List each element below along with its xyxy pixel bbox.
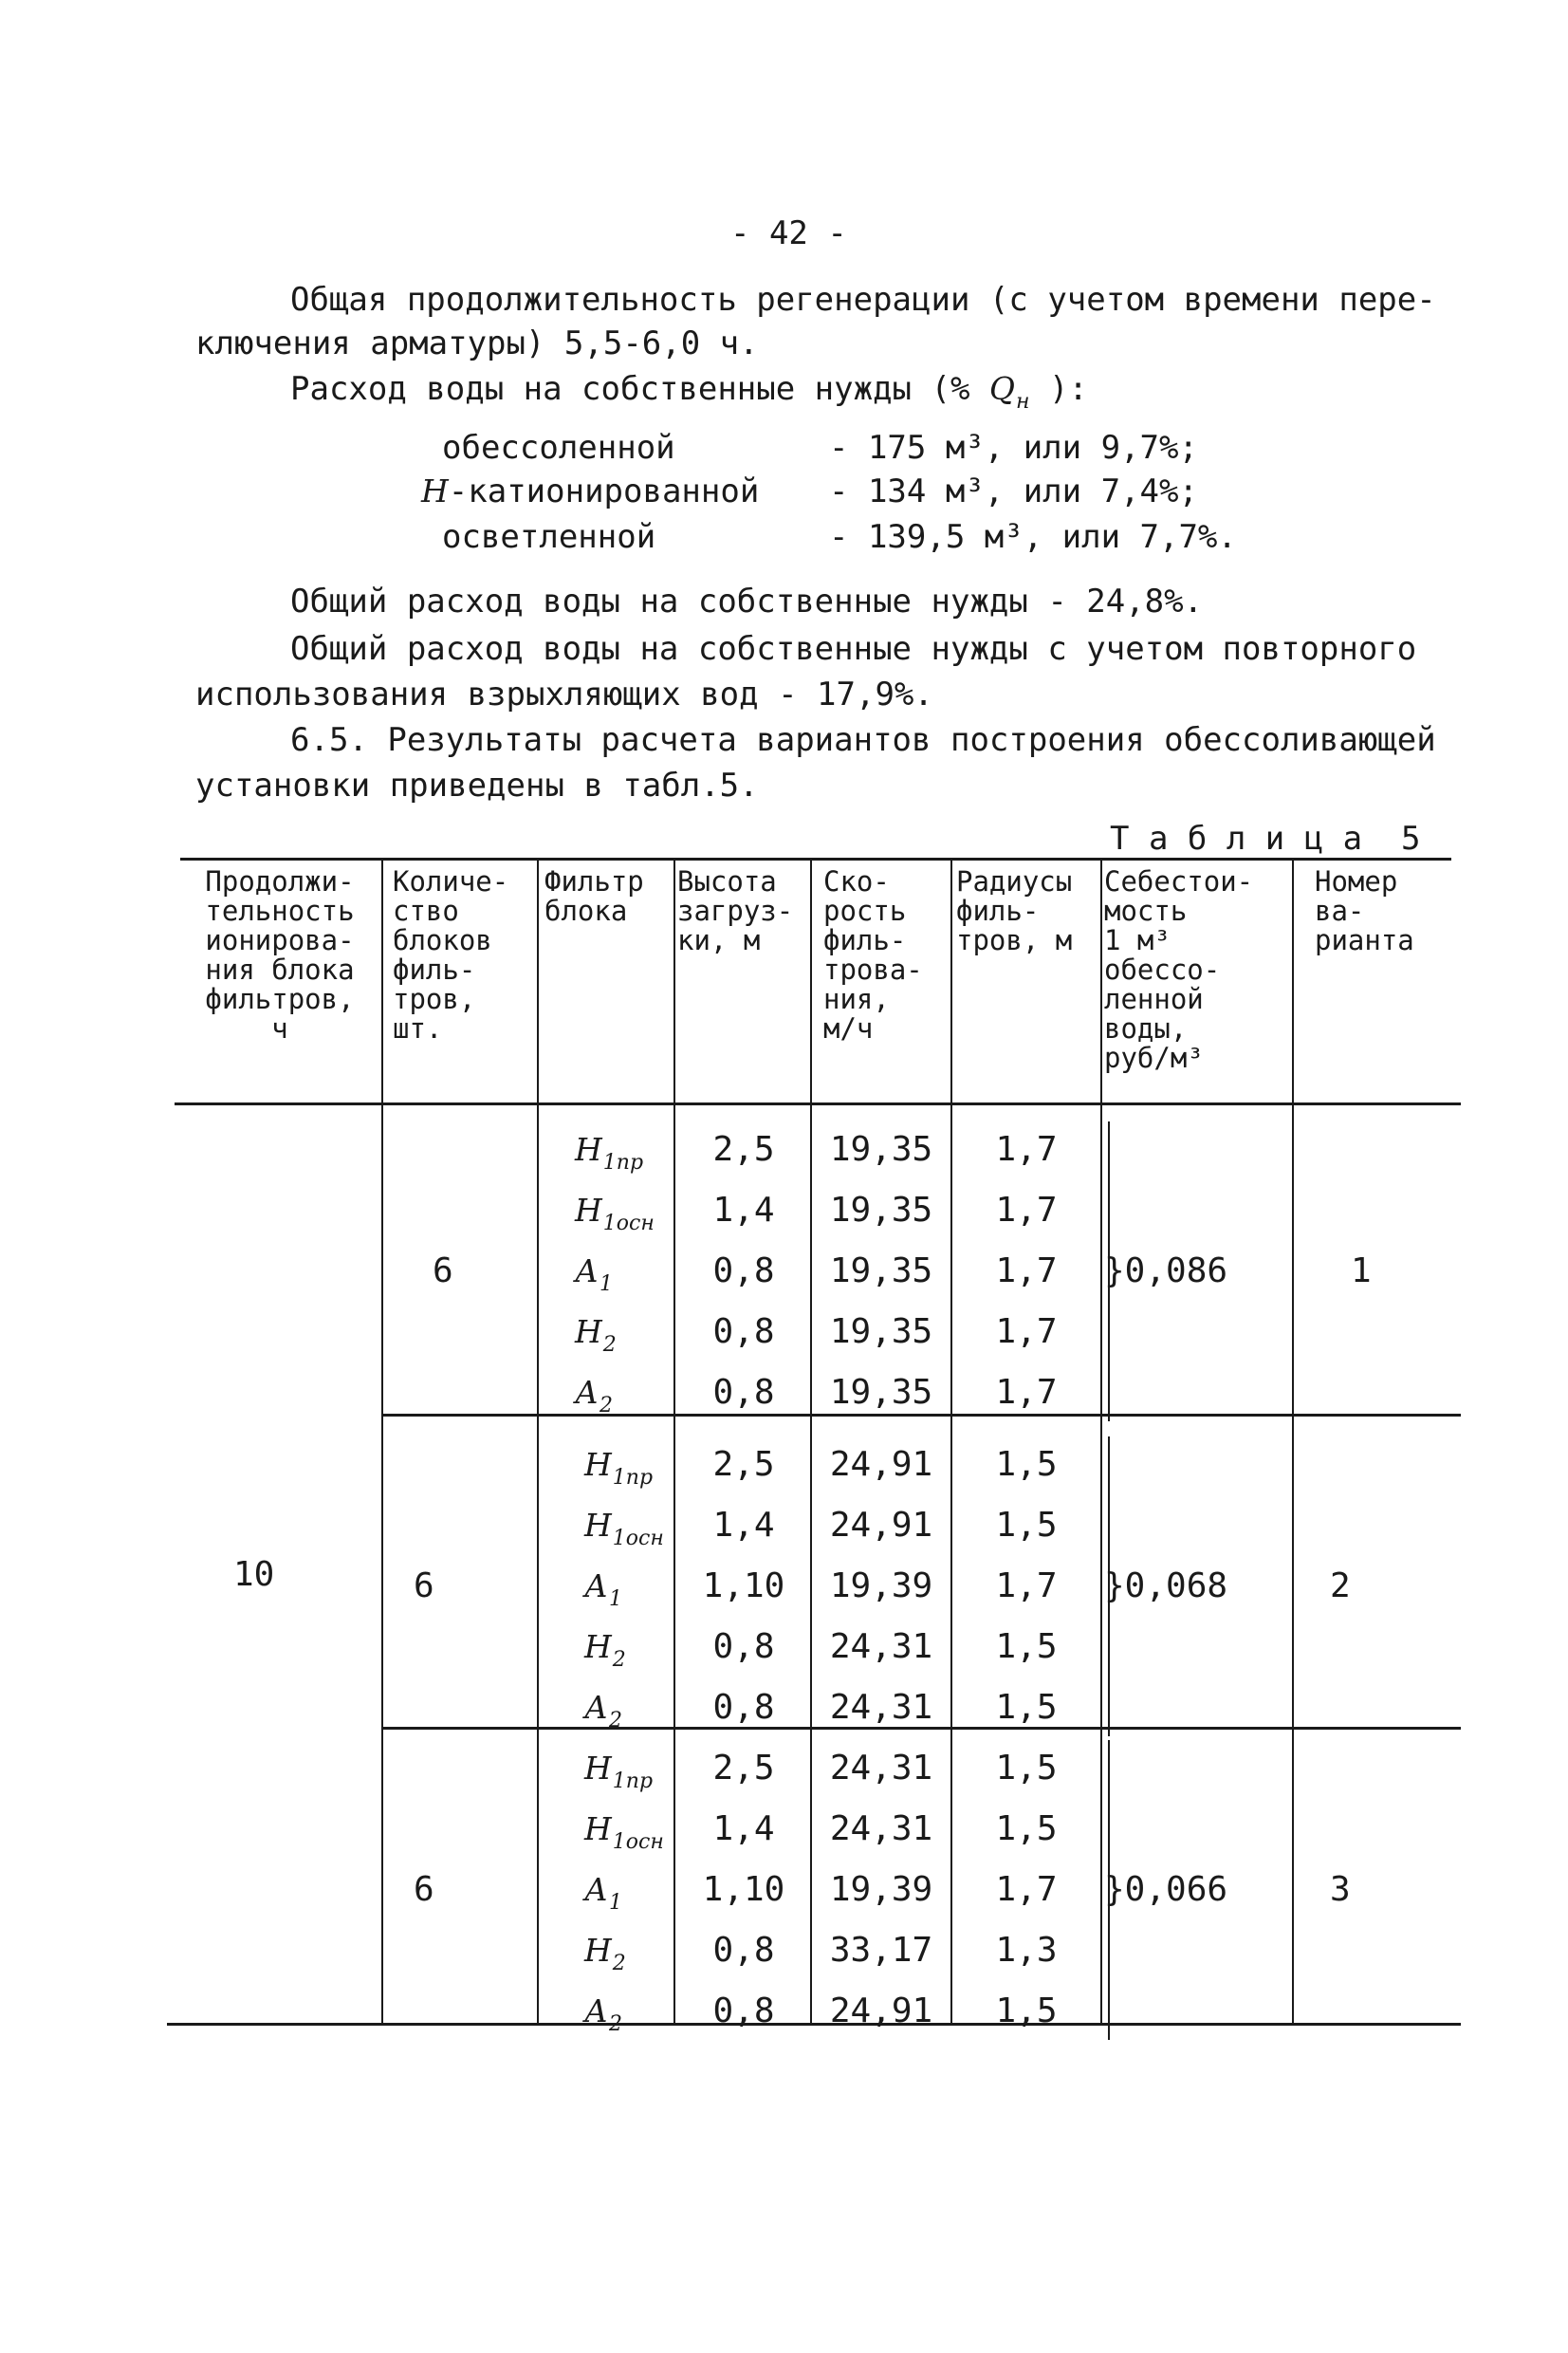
speed-cell: 19,39 xyxy=(829,1870,933,1909)
radius-cell: 1,7 xyxy=(995,1130,1058,1169)
column-divider xyxy=(537,858,539,2025)
duration-value: 10 xyxy=(233,1555,275,1594)
blocks-count-cell: 6 xyxy=(433,1251,453,1290)
radius-cell: 1,5 xyxy=(995,1506,1058,1545)
flow-symbol: $Q_н$ xyxy=(988,370,1030,414)
height-cell: 0,8 xyxy=(712,1312,775,1351)
h-symbol: Н xyxy=(421,472,449,510)
paragraph-total-reuse-line2: использования взрыхляющих вод - 17,9%. xyxy=(195,676,933,713)
radius-cell: 1,5 xyxy=(995,1445,1058,1484)
filter-cell: $А_1$ xyxy=(575,1252,613,1296)
header-variant-number: Номер ва- рианта xyxy=(1315,865,1414,956)
speed-cell: 19,35 xyxy=(829,1312,933,1351)
filter-cell: $Н_2$ xyxy=(584,1628,626,1672)
paragraph-total-reuse-line1: Общий расход воды на собственные нужды с учетом повторного xyxy=(290,630,1417,668)
height-cell: 0,8 xyxy=(712,1931,775,1970)
variant-number-cell: 3 xyxy=(1330,1870,1351,1909)
filter-cell: $Н_{1осн}$ xyxy=(584,1507,664,1550)
variant-number-cell: 1 xyxy=(1351,1251,1372,1290)
blocks-count-cell: 6 xyxy=(414,1566,434,1605)
speed-cell: 24,91 xyxy=(829,1506,933,1545)
radius-cell: 1,7 xyxy=(995,1870,1058,1909)
height-cell: 0,8 xyxy=(712,1992,775,2030)
water-usage-label: осветленной xyxy=(442,518,656,556)
speed-cell: 33,17 xyxy=(829,1931,933,1970)
group-divider xyxy=(383,1727,1461,1730)
speed-cell: 24,31 xyxy=(829,1809,933,1848)
header-blocks-count: Количе- ство блоков филь- тров, шт. xyxy=(393,865,509,1045)
filter-cell: $А_1$ xyxy=(584,1567,622,1611)
height-cell: 1,10 xyxy=(702,1870,785,1909)
paragraph-regeneration-line2: ключения арматуры) 5,5-6,0 ч. xyxy=(195,324,759,362)
column-divider xyxy=(810,858,812,2025)
speed-cell: 24,31 xyxy=(829,1627,933,1666)
paragraph-results-line2: установки приведены в табл.5. xyxy=(195,767,759,805)
cost-cell: }0,066 xyxy=(1104,1870,1228,1909)
header-duration: Продолжи- тельность ионирова- ния блока фильтров, ч xyxy=(205,865,355,1045)
filter-cell: $А_2$ xyxy=(575,1374,613,1417)
filter-cell: $Н_{1пр}$ xyxy=(584,1446,654,1490)
height-cell: 1,4 xyxy=(712,1506,775,1545)
height-cell: 1,4 xyxy=(712,1809,775,1848)
column-divider xyxy=(381,858,383,2025)
filter-cell: $А_2$ xyxy=(584,1992,622,2036)
table-caption: Т а б л и ц а 5 xyxy=(1110,820,1421,858)
filter-cell: $Н_{1осн}$ xyxy=(584,1810,664,1854)
water-usage-value: - 134 м³, или 7,4%; xyxy=(829,472,1198,510)
paragraph-total-usage: Общий расход воды на собственные нужды - 24,8%. xyxy=(290,583,1204,621)
radius-cell: 1,5 xyxy=(995,1749,1058,1788)
radius-cell: 1,3 xyxy=(995,1931,1058,1970)
water-usage-label: обессоленной xyxy=(442,429,675,467)
paragraph-regeneration-line1: Общая продолжительность регенерации (с учетом времени пере- xyxy=(290,281,1436,319)
column-divider xyxy=(673,858,675,2025)
paragraph-water-usage-intro xyxy=(290,370,1088,421)
height-cell: 2,5 xyxy=(712,1130,775,1169)
filter-cell: $Н_2$ xyxy=(575,1313,617,1357)
filter-cell: $Н_{1пр}$ xyxy=(584,1750,654,1793)
group-divider xyxy=(383,1414,1461,1417)
filter-cell: $А_2$ xyxy=(584,1689,622,1732)
table-header-rule xyxy=(175,1102,1461,1105)
paragraph-results-line1: 6.5. Результаты расчета вариантов построения обессоливающей xyxy=(290,721,1436,759)
water-usage-intro-suffix: ): xyxy=(1029,370,1088,408)
speed-cell: 19,35 xyxy=(829,1251,933,1290)
header-filter-radius: Радиусы филь- тров, м xyxy=(956,865,1073,956)
water-usage-label: Н-катионированной xyxy=(421,472,760,510)
column-divider xyxy=(950,858,952,2025)
radius-cell: 1,7 xyxy=(995,1312,1058,1351)
speed-cell: 19,35 xyxy=(829,1130,933,1169)
column-divider xyxy=(1292,858,1294,2025)
water-usage-value: - 175 м³, или 9,7%; xyxy=(829,429,1198,467)
header-load-height: Высота загруз- ки, м xyxy=(677,865,794,956)
filter-cell: $Н_{1осн}$ xyxy=(575,1192,655,1235)
radius-cell: 1,7 xyxy=(995,1191,1058,1230)
height-cell: 0,8 xyxy=(712,1688,775,1727)
speed-cell: 19,35 xyxy=(829,1191,933,1230)
filter-cell: $Н_{1пр}$ xyxy=(575,1131,644,1175)
speed-cell: 19,35 xyxy=(829,1373,933,1412)
height-cell: 1,4 xyxy=(712,1191,775,1230)
radius-cell: 1,5 xyxy=(995,1688,1058,1727)
speed-cell: 24,91 xyxy=(829,1992,933,2030)
speed-cell: 19,39 xyxy=(829,1566,933,1605)
filter-cell: $А_1$ xyxy=(584,1871,622,1915)
cost-cell: }0,068 xyxy=(1104,1566,1228,1605)
height-cell: 0,8 xyxy=(712,1251,775,1290)
radius-cell: 1,7 xyxy=(995,1566,1058,1605)
radius-cell: 1,5 xyxy=(995,1809,1058,1848)
blocks-count-cell: 6 xyxy=(414,1870,434,1909)
radius-cell: 1,5 xyxy=(995,1992,1058,2030)
radius-cell: 1,5 xyxy=(995,1627,1058,1666)
height-cell: 0,8 xyxy=(712,1373,775,1412)
filter-cell: $Н_2$ xyxy=(584,1932,626,1975)
height-cell: 0,8 xyxy=(712,1627,775,1666)
header-cost: Себестои- мость 1 м³ обессо- ленной воды, руб/м³ xyxy=(1104,865,1254,1074)
height-cell: 1,10 xyxy=(702,1566,785,1605)
water-usage-intro-text: Расход воды на собственные нужды (% xyxy=(290,370,989,408)
speed-cell: 24,31 xyxy=(829,1749,933,1788)
page-number: - 42 - xyxy=(730,214,847,252)
table-top-rule xyxy=(180,858,1451,861)
speed-cell: 24,91 xyxy=(829,1445,933,1484)
radius-cell: 1,7 xyxy=(995,1251,1058,1290)
water-usage-value: - 139,5 м³, или 7,7%. xyxy=(829,518,1237,556)
variant-number-cell: 2 xyxy=(1330,1566,1351,1605)
height-cell: 2,5 xyxy=(712,1749,775,1788)
radius-cell: 1,7 xyxy=(995,1373,1058,1412)
cost-cell: }0,086 xyxy=(1104,1251,1228,1290)
height-cell: 2,5 xyxy=(712,1445,775,1484)
speed-cell: 24,31 xyxy=(829,1688,933,1727)
header-filtration-speed: Ско- рость филь- трова- ния, м/ч xyxy=(823,865,923,1045)
header-filter: Фильтр блока xyxy=(544,865,644,927)
